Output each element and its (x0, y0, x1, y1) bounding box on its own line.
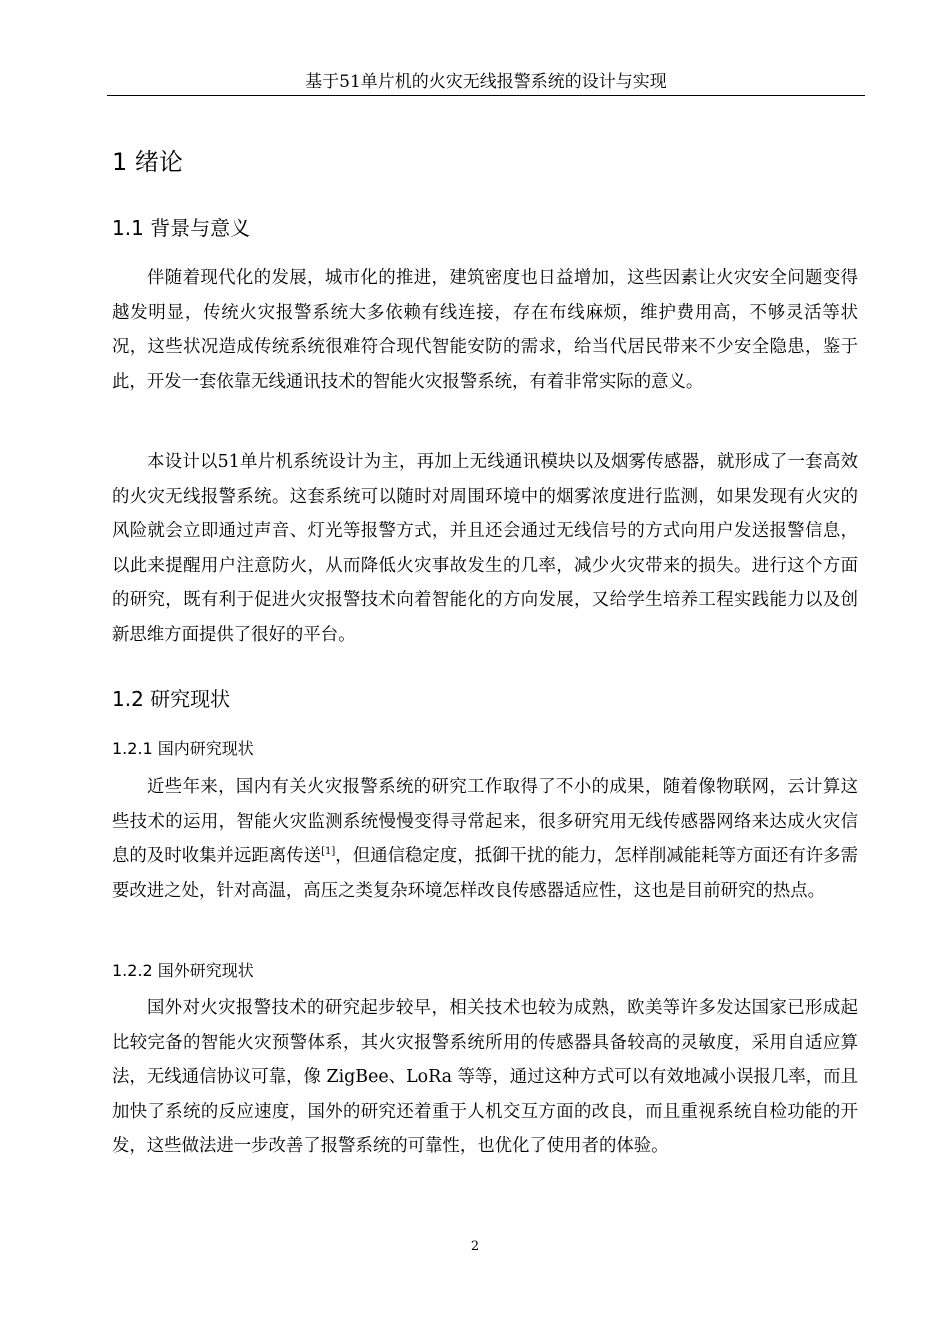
page-number: 2 (470, 1239, 480, 1254)
running-header: 基于51单片机的火灾无线报警系统的设计与实现 (305, 72, 667, 92)
subsection-heading-1-2-2: 1.2.2 国外研究现状 (112, 961, 254, 980)
paragraph-domestic-text-a: 近些年来，国内有关火灾报警系统的研究工作取得了不小的成果，随着像物联网，云计算这些技术的运用，智能火灾监测系统慢慢变得寻常起来，很多研究用无线传感器网络来达成火灾信息的及时收集并远距离传送 (112, 777, 858, 867)
paragraph-domestic (112, 770, 858, 908)
paragraph-domestic-text-b: ，但通信稳定度，抵御干扰的能力，怎样削减能耗等方面还有许多需要改进之处，针对高温，高压之类复杂环境怎样改良传感器适应性，这也是目前研究的热点。 (112, 846, 858, 901)
paragraph-background-2: 本设计以51单片机系统设计为主，再加上无线通讯模块以及烟雾传感器，就形成了一套高效的火灾无线报警系统。这套系统可以随时对周围环境中的烟雾浓度进行监测，如果发现有火灾的风险就会立即通过声音、灯光等报警方式，并且还会通过无线信号的方式向用户发送报警信息，以此来提醒用户注意防火，从而降低火灾事故发生的几率，减少火灾带来的损失。进行这个方面的研究，既有利于促进火灾报警技术向着智能化的方向发展，又给学生培养工程实践能力以及创新思维方面提供了很好的平台。 (112, 452, 858, 645)
chapter-title: 1 绪论 (112, 148, 183, 176)
section-heading-1-2: 1.2 研究现状 (112, 687, 231, 711)
subsection-heading-1-2-1: 1.2.1 国内研究现状 (112, 739, 254, 758)
citation-ref: [1] (321, 846, 336, 858)
paragraph-foreign: 国外对火灾报警技术的研究起步较早，相关技术也较为成熟，欧美等许多发达国家已形成起比较完备的智能火灾预警体系，其火灾报警系统所用的传感器具备较高的灵敏度，采用自适应算法，无线通信协议可靠，像 ZigBee、LoRa 等等，通过这种方式可以有效地减小误报几率，而且加快了系统的反应速度，国外的研究还着重于人机交互方面的改良，而且重视系统自检功能的开发，这些做法进一步改善了报警系统的可靠性，也优化了使用者的体验。 (112, 998, 858, 1157)
paragraph-background-1: 伴随着现代化的发展，城市化的推进，建筑密度也日益增加，这些因素让火灾安全问题变得越发明显，传统火灾报警系统大多依赖有线连接，存在布线麻烦，维护费用高，不够灵活等状况，这些状况造成传统系统很难符合现代智能安防的需求，给当代居民带来不少安全隐患，鉴于此，开发一套依靠无线通讯技术的智能火灾报警系统，有着非常实际的意义。 (112, 268, 858, 392)
header-rule (107, 95, 865, 96)
section-heading-1-1: 1.1 背景与意义 (112, 216, 251, 240)
